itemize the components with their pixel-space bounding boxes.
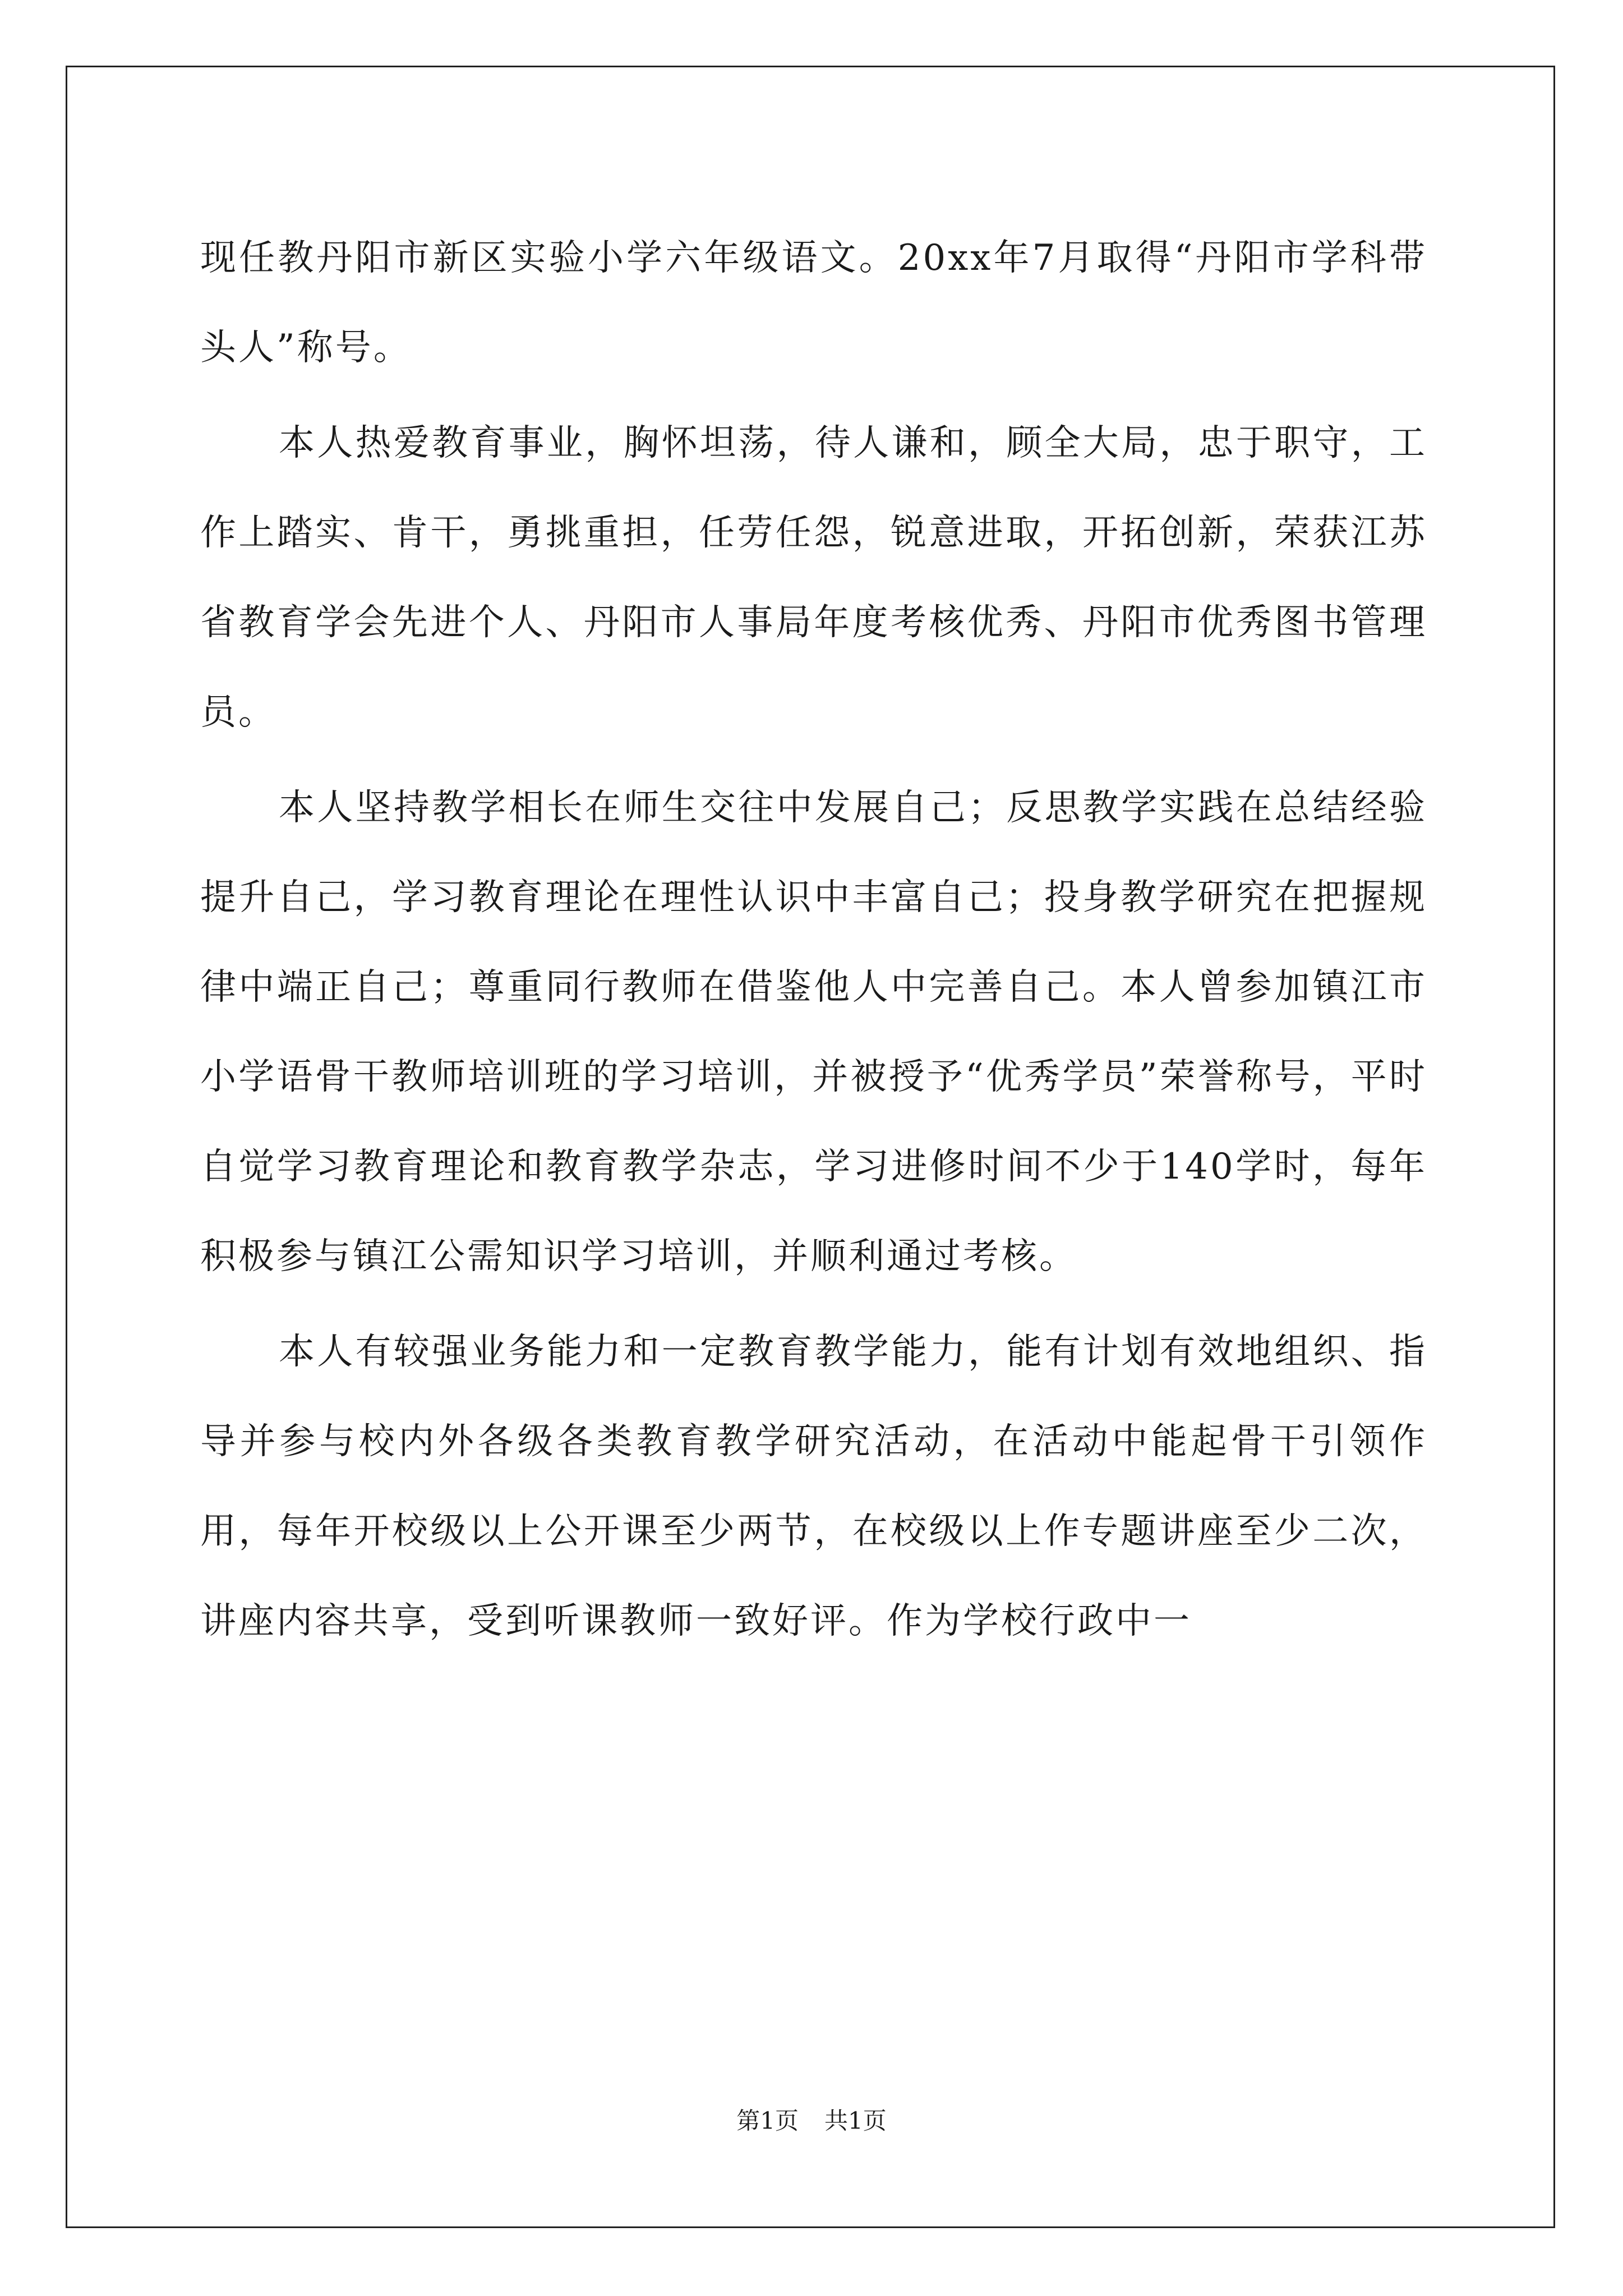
paragraph-2: 本人热爱教育事业，胸怀坦荡，待人谦和，顾全大局，忠于职守，工作上踏实、肯干，勇挑重担，任劳任怨，锐意进取，开拓创新，荣获江苏省教育学会先进个人、丹阳市人事局年度考核优秀、丹阳市优秀图书管理员。 <box>200 422 1427 733</box>
paragraph-1: 现任教丹阳市新区实验小学六年级语文。20xx年7月取得“丹阳市学科带头人”称号。 <box>200 237 1427 369</box>
page-number: 第1页 <box>736 2107 799 2134</box>
paragraph-3: 本人坚持教学相长在师生交往中发展自己；反思教学实践在总结经验提升自己，学习教育理论在理性认识中丰富自己；投身教学研究在把握规律中端正自己；尊重同行教师在借鉴他人中完善自己。本人曾参加镇江市小学语骨干教师培训班的学习培训，并被授予“优秀学员”荣誉称号，平时自觉学习教育理论和教育教学杂志，学习进修时间不少于140学时，每年积极参与镇江公需知识学习培训，并顺利通过考核。 <box>200 787 1427 1277</box>
paragraph-4: 本人有较强业务能力和一定教育教学能力，能有计划有效地组织、指导并参与校内外各级各类教育教学研究活动，在活动中能起骨干引领作用，每年开校级以上公开课至少两节，在校级以上作专题讲座至少二次，讲座内容共享，受到听课教师一致好评。作为学校行政中一 <box>200 1331 1427 1642</box>
page-footer <box>0 2105 1623 2137</box>
page-total: 共1页 <box>824 2107 887 2134</box>
document-body <box>200 213 1427 1666</box>
